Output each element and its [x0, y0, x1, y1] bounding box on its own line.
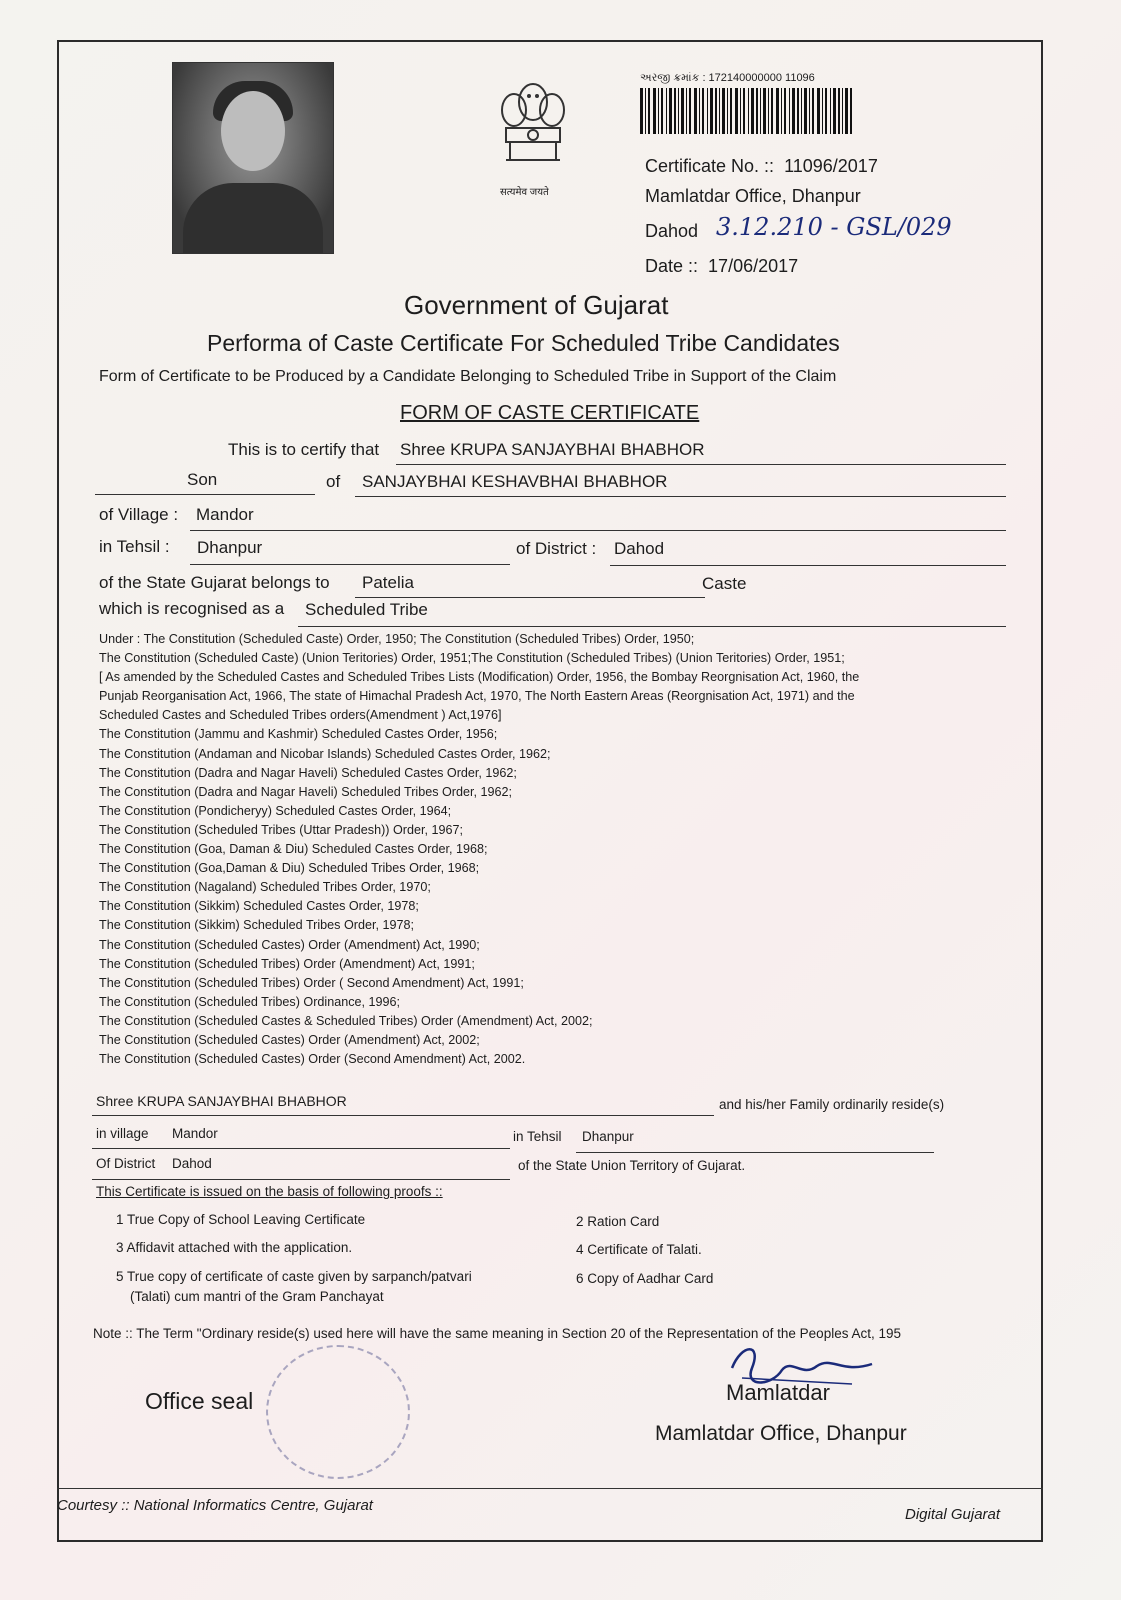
order-line: The Constitution (Jammu and Kashmir) Scheduled Castes Order, 1956;: [99, 727, 498, 742]
order-line: Scheduled Castes and Scheduled Tribes orders(Amendment ) Act,1976]: [99, 708, 502, 723]
signatory-office: Mamlatdar Office, Dhanpur: [655, 1422, 907, 1445]
tehsil-value: Dhanpur: [197, 538, 263, 557]
proof-item: 1 True Copy of School Leaving Certificate: [116, 1212, 366, 1227]
proofs-heading: This Certificate is issued on the basis of following proofs ::: [96, 1184, 443, 1199]
emblem-motto: सत्यमेव जयते: [500, 187, 549, 198]
order-line: The Constitution (Scheduled Tribes) Order (Amendment) Act, 1991;: [99, 956, 475, 971]
note-text: Note :: The Term "Ordinary reside(s) used here will have the same meaning in Section 20 of the Representation of the Peoples Act, 195: [93, 1326, 901, 1341]
government-title: Government of Gujarat: [404, 290, 669, 320]
res-village-label: in village: [96, 1126, 149, 1141]
order-line: Punjab Reorganisation Act, 1966, The state of Himachal Pradesh Act, 1970, The North Eastern Areas (Reorgnisation Act, 1971) and the: [99, 689, 855, 704]
district-label: of District :: [516, 539, 597, 558]
footer-courtesy: Courtesy :: National Informatics Centre, Gujarat: [57, 1497, 373, 1514]
national-emblem-icon: [492, 72, 574, 182]
proof-item: 3 Affidavit attached with the application.: [116, 1240, 353, 1255]
office-seal-stamp: [266, 1345, 410, 1479]
order-line: The Constitution (Pondicheryy) Scheduled Castes Order, 1964;: [99, 803, 452, 818]
applicant-photo: [172, 62, 334, 254]
handwritten-reference: 3.12.210 - GSL/029: [716, 213, 952, 241]
district-value: Dahod: [614, 539, 665, 558]
res-district-value: Dahod: [172, 1156, 212, 1171]
recognised-value: Scheduled Tribe: [305, 600, 428, 619]
proof-item: 5 True copy of certificate of caste given by sarpanch/patvari: [116, 1269, 472, 1284]
proof-item: 2 Ration Card: [576, 1214, 660, 1229]
order-line: [ As amended by the Scheduled Castes and Scheduled Tribes Lists (Modification) Order, 1956, the Bombay Reorgnisation Act, 1960, the: [99, 670, 860, 685]
proof-item: 4 Certificate of Talati.: [576, 1242, 702, 1257]
order-line: The Constitution (Scheduled Tribes) Ordinance, 1996;: [99, 994, 401, 1009]
candidate-name: Shree KRUPA SANJAYBHAI BHABHOR: [400, 440, 705, 459]
of-label: of: [326, 472, 341, 491]
caste-value: Patelia: [362, 573, 414, 592]
village-label: of Village :: [99, 505, 179, 524]
issuing-district: Dahod: [645, 221, 699, 241]
res-tehsil-label: in Tehsil: [513, 1129, 562, 1144]
order-line: The Constitution (Andaman and Nicobar Islands) Scheduled Castes Order, 1962;: [99, 746, 551, 761]
order-line: The Constitution (Dadra and Nagar Haveli) Scheduled Castes Order, 1962;: [99, 765, 517, 780]
order-line: The Constitution (Sikkim) Scheduled Tribes Order, 1978;: [99, 918, 414, 933]
form-heading: FORM OF CASTE CERTIFICATE: [400, 402, 700, 424]
order-line: Under : The Constitution (Scheduled Caste) Order, 1950; The Constitution (Scheduled Tribes) Order, 1950;: [99, 632, 695, 646]
order-line: The Constitution (Scheduled Tribes (Uttar Pradesh)) Order, 1967;: [99, 822, 463, 837]
order-line: The Constitution (Scheduled Castes) Order (Second Amendment) Act, 2002.: [99, 1052, 526, 1067]
proof-item-continued: (Talati) cum mantri of the Gram Panchayat: [130, 1289, 384, 1304]
village-value: Mandor: [196, 505, 254, 524]
res-state-text: of the State Union Territory of Gujarat.: [518, 1158, 746, 1173]
tehsil-label: in Tehsil :: [99, 537, 170, 556]
order-line: The Constitution (Goa, Daman & Diu) Scheduled Castes Order, 1968;: [99, 842, 488, 857]
proof-item: 6 Copy of Aadhar Card: [576, 1271, 714, 1286]
footer-brand: Digital Gujarat: [905, 1506, 1001, 1523]
constitution-orders: [99, 630, 859, 1069]
resident-name: Shree KRUPA SANJAYBHAI BHABHOR: [96, 1093, 347, 1109]
res-district-label: Of District: [96, 1156, 156, 1171]
performa-title: Performa of Caste Certificate For Scheduled Tribe Candidates: [207, 330, 840, 356]
office-seal-label: Office seal: [145, 1388, 254, 1414]
order-line: The Constitution (Scheduled Castes) Order (Amendment) Act, 1990;: [99, 937, 480, 952]
order-line: The Constitution (Scheduled Caste) (Union Teritories) Order, 1951;The Constitution (Scheduled Tribes) (Union Teritories) Order, 1951;: [99, 651, 845, 666]
order-line: The Constitution (Scheduled Castes & Scheduled Tribes) Order (Amendment) Act, 2002;: [99, 1013, 593, 1028]
recognised-label: which is recognised as a: [99, 599, 285, 618]
barcode: [640, 88, 852, 134]
certificate-number: Certificate No. :: 11096/2017: [645, 156, 878, 176]
form-subtitle: Form of Certificate to be Produced by a Candidate Belonging to Scheduled Tribe in Support of the Claim: [99, 368, 837, 385]
order-line: The Constitution (Scheduled Castes) Order (Amendment) Act, 2002;: [99, 1032, 480, 1047]
caste-label: Caste: [702, 574, 747, 593]
certify-label: This is to certify that: [228, 440, 380, 459]
order-line: The Constitution (Dadra and Nagar Haveli) Scheduled Tribes Order, 1962;: [99, 784, 513, 799]
order-line: The Constitution (Goa,Daman & Diu) Scheduled Tribes Order, 1968;: [99, 861, 480, 876]
application-number: અરજી ક્રમાંક : 172140000000 11096: [640, 72, 815, 84]
res-tehsil-value: Dhanpur: [582, 1129, 634, 1144]
family-reside-text: and his/her Family ordinarily reside(s): [719, 1097, 945, 1112]
res-village-value: Mandor: [172, 1126, 218, 1141]
order-line: The Constitution (Sikkim) Scheduled Castes Order, 1978;: [99, 899, 419, 914]
relation: Son: [187, 470, 218, 489]
father-name: SANJAYBHAI KESHAVBHAI BHABHOR: [362, 472, 668, 491]
signatory-title: Mamlatdar: [726, 1380, 830, 1405]
certificate-date: Date :: 17/06/2017: [645, 256, 799, 276]
state-label: of the State Gujarat belongs to: [99, 573, 330, 592]
order-line: The Constitution (Nagaland) Scheduled Tribes Order, 1970;: [99, 880, 431, 895]
issuing-office: Mamlatdar Office, Dhanpur: [645, 186, 861, 206]
order-line: The Constitution (Scheduled Tribes) Order ( Second Amendment) Act, 1991;: [99, 975, 524, 990]
